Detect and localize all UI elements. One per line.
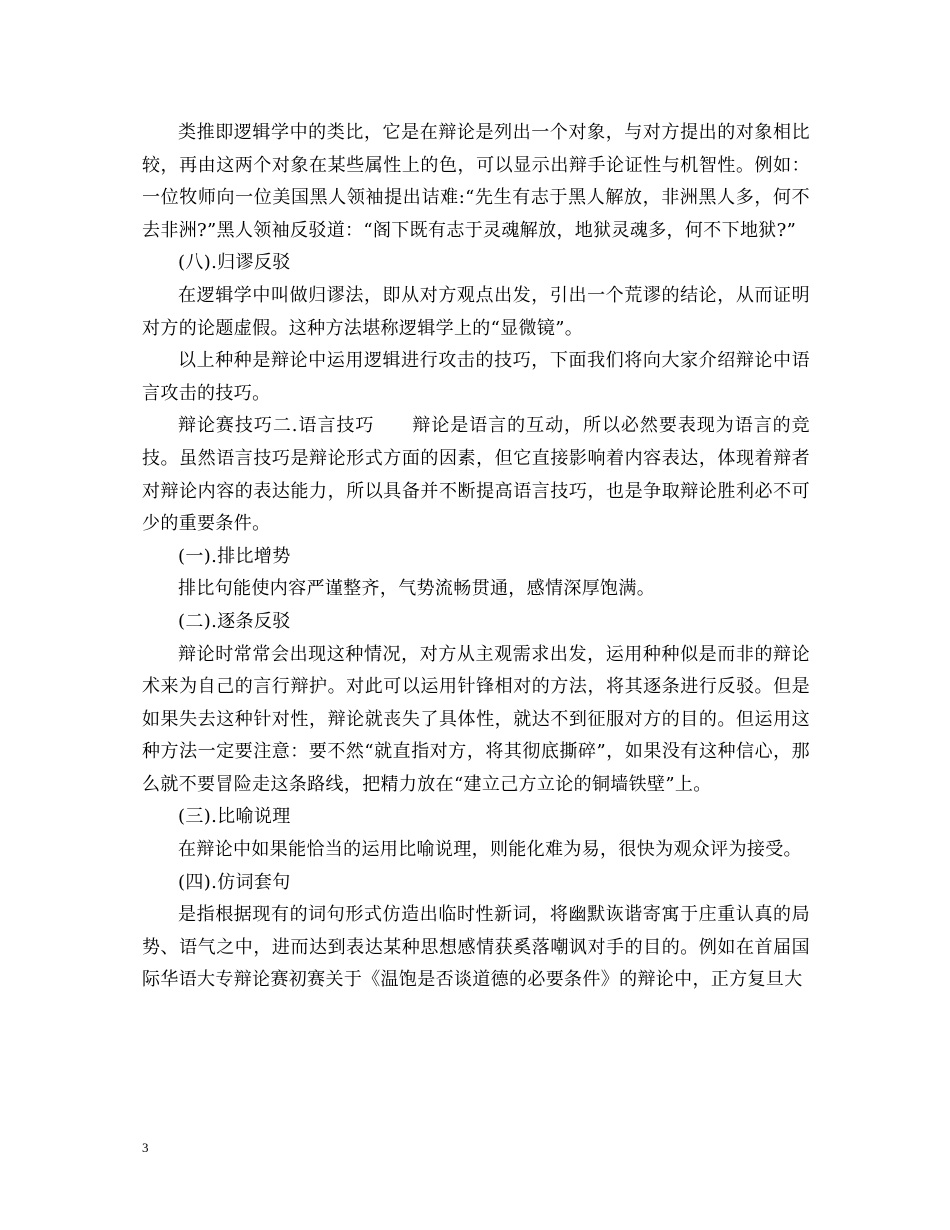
section-heading-parallelism: (一).排比增势: [178, 545, 291, 567]
paragraph-parallelism: 排比句能使内容严谨整齐，气势流畅贯通，感情深厚饱满。: [178, 578, 656, 600]
paragraph-imitation: 是指根据现有的词句形式仿造出临时性新词，将幽默诙谐寄寓于庄重认真的局势、语气之中，进而达到表达某种思想感情获奚落嘲讽对手的目的。例如在首届国际华语大专辩论赛初赛关于《温饱是否谈道德的必要条件》的辩论中，正方复旦大: [142, 904, 810, 991]
paragraph-point-by-point: 辩论时常常会出现这种情况，对方从主观需求出发，运用种种似是而非的辩论术来为自己的言行辩护。对此可以运用针锋相对的方法，将其逐条进行反驳。但是如果失去这种针对性，辩论就丧失了具体性，就达不到征服对方的目的。但运用这种方法一定要注意：要不然“就直指对方，将其彻底撕碎”，如果没有这种信心，那么就不要冒险走这条路线，把精力放在“建立己方立论的铜墙铁壁”上。: [142, 643, 810, 795]
page-number: 3: [142, 1140, 149, 1155]
paragraph-transition: 以上种种是辩论中运用逻辑进行攻击的技巧，下面我们将向大家介绍辩论中语言攻击的技巧。: [142, 350, 810, 404]
document-body: [142, 117, 810, 997]
section-heading-imitation: (四).仿词套句: [178, 871, 291, 893]
section-heading-point-by-point: (二).逐条反驳: [178, 610, 291, 632]
paragraph-language-skills: 辩论赛技巧二.语言技巧 辩论是语言的互动，所以必然要表现为语言的竞技。虽然语言技巧是辩论形式方面的因素，但它直接影响着内容表达，体现着辩者对辩论内容的表达能力，所以具备并不断提高语言技巧，也是争取辩论胜利必不可少的重要条件。: [142, 415, 810, 535]
section-heading-reductio: (八).归谬反驳: [178, 252, 291, 274]
paragraph-analogy: 类推即逻辑学中的类比，它是在辩论是列出一个对象，与对方提出的对象相比较，再由这两个对象在某些属性上的色，可以显示出辩手论证性与机智性。例如：一位牧师向一位美国黑人领袖提出诘难:“先生有志于黑人解放，非洲黑人多，何不去非洲?”黑人领袖反驳道：“阁下既有志于灵魂解放，地狱灵魂多，何不下地狱?”: [142, 122, 810, 241]
section-heading-metaphor: (三).比喻说理: [178, 806, 291, 828]
paragraph-reductio: 在逻辑学中叫做归谬法，即从对方观点出发，引出一个荒谬的结论，从而证明对方的论题虚假。这种方法堪称逻辑学上的“显微镜”。: [142, 284, 810, 339]
paragraph-metaphor: 在辩论中如果能恰当的运用比喻说理，则能化难为易，很快为观众评为接受。: [178, 839, 802, 861]
